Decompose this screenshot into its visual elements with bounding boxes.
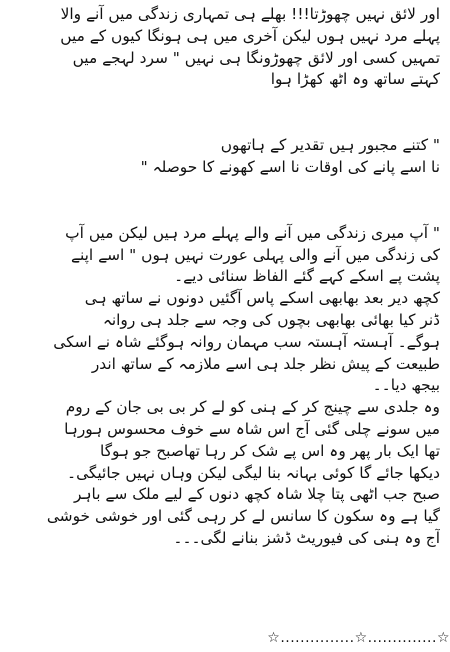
text-line: بیجھ دیا۔۔ <box>372 376 440 395</box>
text-line: " آپ میری زندگی میں آنے والے پہلے مرد ہیں لیکن میں آپ <box>65 223 440 242</box>
text-line: کچھ دیر بعد بھابھی اسکے پاس آگئیں دونوں نے ساتھ ہی <box>84 289 440 308</box>
text-line: تمہیں کسی اور لائق چھوڑونگا ہی نہیں " سرد لہجے میں <box>72 48 440 67</box>
paragraph-gap <box>10 201 440 223</box>
text-line: وہ جلدی سے چینج کر کے ہنی کو لے کر بی بی جان کے روم <box>65 398 440 417</box>
text-line: صبح جب اٹھی پتا چلا شاہ کچھ دنوں کے لیے ملک سے باہر <box>74 485 440 504</box>
paragraph-3 <box>10 223 440 550</box>
paragraph-gap <box>10 113 440 135</box>
section-divider: ☆...............☆..............☆ <box>267 630 450 646</box>
text-line: گیا ہے وہ سکون کا سانس لے کر رہی گئی اور خوشی خوشی <box>46 507 440 526</box>
text-line: پشت پے اسکے کہے گئے الفاظ سنائی دیے۔ <box>174 267 440 286</box>
text-line: ہوگے۔ آہستہ آہستہ سب مہمان روانہ ہوگئے شاہ نے اسکی <box>53 332 440 351</box>
text-line: ڈنر کیا بھائی بھابھی بچوں کی وجہ سے جلد ہی روانہ <box>102 310 440 329</box>
text-line: " کتنے مجبور ہیں تقدیر کے ہاتھوں <box>220 136 440 155</box>
text-line: نا اسے پانے کی اوقات نا اسے کھونے کا حوصلہ " <box>140 157 440 176</box>
paragraph-gap <box>10 179 440 201</box>
text-line: کی زندگی میں آنے والی پہلی عورت نہیں ہوں " اسے اپنے <box>70 245 440 264</box>
text-line: کہتے ساتھ وہ اٹھ کھڑا ہوا <box>270 70 440 89</box>
text-line: میں سونے چلی گئی آج اس شاہ سے خوف محسوس ہورہا <box>64 419 440 438</box>
text-line: پہلے مرد نہیں ہوں لیکن آخری میں ہی ہونگا کیوں کے میں <box>60 26 440 45</box>
text-line: دیکھا جائے گا کوئی بہانہ بنا لیگی لیکن وہاں نہیں جائیگی۔ <box>67 463 440 482</box>
text-line: طبیعت کے پیش نظر جلد ہی اسے ملازمہ کے ساتھ اندر <box>91 354 440 373</box>
paragraph-gap <box>10 91 440 113</box>
text-line: اور لائق نہیں چھوڑتا!!! بھلے ہی تمہاری زندگی میں آنے والا <box>60 5 440 23</box>
text-line: آج وہ ہنی کی فیوریٹ ڈشز بنانے لگی۔۔۔ <box>173 528 440 547</box>
poetry-couplet <box>10 135 440 179</box>
text-line: تھا ایک بار پھر وہ اس پے شک کر رہا تھاصبح جو ہوگا <box>100 441 440 460</box>
paragraph-1 <box>10 4 440 91</box>
